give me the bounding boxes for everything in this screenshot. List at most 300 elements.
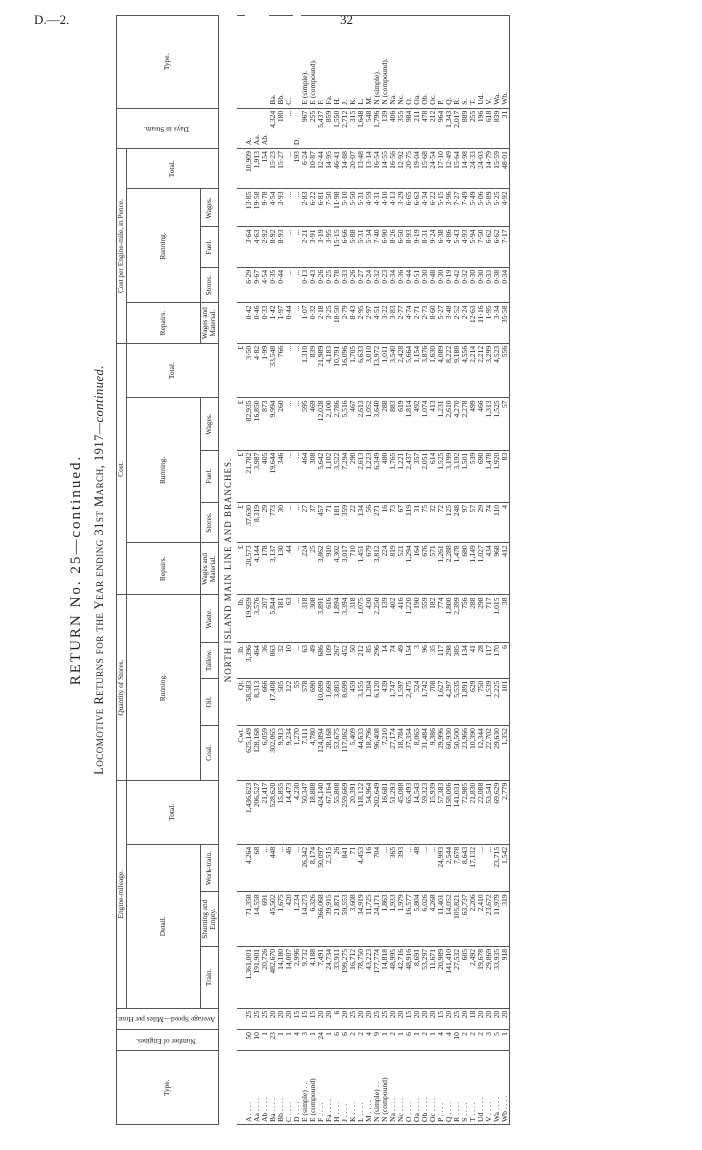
value-cell: 30: [277, 502, 285, 542]
value-cell: 1,891: [461, 678, 469, 725]
value-cell: 1,597: [397, 678, 405, 725]
type-cell: L . . . .: [357, 1051, 365, 1125]
value-cell: 5·88: [349, 227, 357, 267]
value-cell: 2·24: [461, 303, 469, 343]
value-cell: 37: [309, 502, 317, 542]
value-cell: 2: [421, 1030, 429, 1051]
value-cell: 357: [413, 450, 421, 502]
unit-cell: £: [237, 502, 245, 542]
value-cell: 29: [261, 502, 269, 542]
value-cell: 117: [437, 643, 445, 679]
value-cell: 1,913: [253, 149, 261, 189]
value-cell: 5,642: [317, 450, 325, 502]
value-cell: 1,154: [413, 343, 421, 398]
value-cell: 11,979: [493, 892, 501, 947]
type-cell-right: Fa.: [325, 16, 333, 109]
value-cell: 6: [341, 1030, 349, 1051]
unit-cell: £: [237, 450, 245, 502]
value-cell: 4·13: [389, 189, 397, 227]
type-cell: Aa . . . .: [253, 1051, 261, 1125]
value-cell: 67: [397, 502, 405, 542]
value-cell: 5,804: [413, 892, 421, 947]
value-cell: 0·24: [365, 267, 373, 303]
value-cell: 690: [309, 678, 317, 725]
value-cell: ...: [285, 149, 293, 189]
type-cell: E (simple) . .: [301, 1051, 309, 1125]
value-cell: 9·19: [413, 227, 421, 267]
value-cell: 1,669: [325, 678, 333, 725]
value-cell: 750: [477, 678, 485, 725]
header-cost-repairs: Repairs.: [126, 543, 200, 595]
value-cell: 182: [429, 595, 437, 643]
value-cell: 16,712: [349, 946, 357, 1008]
value-cell: 15: [309, 1008, 317, 1029]
value-cell: 125: [445, 502, 453, 542]
value-cell: 267: [333, 643, 341, 679]
value-cell: ...: [277, 844, 285, 891]
value-cell: 5·89: [485, 189, 493, 227]
value-cell: 75: [421, 502, 429, 542]
value-cell: 355: [397, 108, 405, 148]
value-cell: 1,361,001: [245, 946, 253, 1008]
value-cell: 44,633: [357, 726, 365, 781]
value-cell: 15·27: [277, 149, 285, 189]
value-cell: 3: [301, 1030, 309, 1051]
value-cell: 434: [485, 543, 493, 595]
value-cell: 6·29: [245, 267, 253, 303]
value-cell: 499: [469, 398, 477, 450]
value-cell: 20: [269, 1008, 277, 1029]
value-cell: 50,347: [301, 780, 309, 844]
value-cell: ...: [285, 108, 293, 148]
value-cell: 2·92: [261, 227, 269, 267]
value-cell: 2,437: [405, 450, 413, 502]
value-cell: 14·95: [325, 149, 333, 189]
value-cell: 39,915: [325, 892, 333, 947]
header-number-of-engines: Number of Engines.: [117, 1030, 219, 1051]
value-cell: 212: [429, 108, 437, 148]
value-cell: 24·54: [429, 149, 437, 189]
value-cell: 2: [389, 1030, 397, 1051]
value-cell: 24,734: [325, 946, 333, 1008]
value-cell: 19,959: [245, 595, 253, 643]
value-cell: 9,994: [269, 398, 277, 450]
value-cell: 14,818: [381, 946, 389, 1008]
value-cell: 3,812: [373, 543, 381, 595]
value-cell: 32: [277, 643, 285, 679]
value-cell: 154: [405, 643, 413, 679]
value-cell: 19,678: [477, 946, 485, 1008]
value-cell: 2,100: [325, 398, 333, 450]
value-cell: 616: [325, 595, 333, 643]
value-cell: 614: [429, 450, 437, 502]
value-cell: 18,888: [309, 780, 317, 844]
value-cell: 180: [277, 108, 285, 148]
value-cell: ...: [477, 844, 485, 891]
type-cell: Wb . . . .: [501, 1051, 510, 1125]
value-cell: 2,613: [357, 398, 365, 450]
value-cell: 16: [365, 844, 373, 891]
value-cell: 117,062: [341, 726, 349, 781]
value-cell: 0·32: [373, 267, 381, 303]
value-cell: 2·73: [421, 303, 429, 343]
value-cell: 25: [253, 1008, 261, 1029]
value-cell: 20,391: [349, 780, 357, 844]
type-cell: T . . . .: [469, 1051, 477, 1125]
value-cell: 1,027: [477, 543, 485, 595]
value-cell: 49: [309, 643, 317, 679]
type-cell-right: J.: [341, 16, 349, 109]
value-cell: 4·34: [421, 189, 429, 227]
value-cell: 46: [285, 844, 293, 891]
value-cell: 74: [389, 643, 397, 679]
value-cell: 464: [253, 643, 261, 679]
value-cell: 196: [477, 108, 485, 148]
value-cell: 128,168: [253, 726, 261, 781]
value-cell: 424,140: [317, 780, 325, 844]
value-cell: 4·82: [253, 343, 261, 398]
value-cell: 20: [365, 1008, 373, 1029]
value-cell: 20: [317, 1008, 325, 1029]
value-cell: 14,558: [253, 892, 261, 947]
value-cell: 521: [397, 543, 405, 595]
value-cell: 288: [469, 595, 477, 643]
value-cell: 6·62: [485, 227, 493, 267]
value-cell: 141,031: [453, 780, 461, 844]
value-cell: 6,326: [309, 892, 317, 947]
value-cell: 1,204: [365, 678, 373, 725]
value-cell: 1,814: [405, 398, 413, 450]
type-cell-right: L.: [357, 16, 365, 109]
value-cell: 8·93: [405, 227, 413, 267]
value-cell: 2·79: [341, 303, 349, 343]
value-cell: 68: [253, 844, 261, 891]
value-cell: 15,855: [277, 780, 285, 844]
value-cell: 4·63: [253, 227, 261, 267]
value-cell: 4,780: [309, 726, 317, 781]
value-cell: 24: [317, 1030, 325, 1051]
value-cell: 0·30: [469, 267, 477, 303]
type-cell-right: M.: [365, 16, 373, 109]
value-cell: 18,784: [397, 726, 405, 781]
type-cell: Oa . . . .: [413, 1051, 421, 1125]
value-cell: 3,891: [317, 595, 325, 643]
value-cell: 25: [453, 1008, 461, 1029]
value-cell: 1,627: [437, 678, 445, 725]
value-cell: 105,821: [453, 892, 461, 947]
type-cell: N (simple) . .: [373, 1051, 381, 1125]
value-cell: 4,523: [493, 343, 501, 398]
value-cell: ...: [293, 450, 301, 502]
value-cell: 139: [381, 595, 389, 643]
value-cell: 4: [445, 1030, 453, 1051]
value-cell: 0·27: [357, 267, 365, 303]
value-cell: 1·07: [301, 303, 309, 343]
value-cell: 3·25: [325, 303, 333, 343]
value-cell: 0·26: [317, 267, 325, 303]
value-cell: 14,180: [277, 946, 285, 1008]
value-cell: 3·96: [445, 189, 453, 227]
value-cell: 2·83: [301, 189, 309, 227]
type-cell: D . . . .: [293, 1051, 301, 1125]
value-cell: 6,026: [421, 892, 429, 947]
value-cell: 122: [285, 678, 293, 725]
header-cost-running: Running.: [126, 398, 200, 543]
value-cell: 1,310: [301, 343, 309, 398]
value-cell: 54,964: [365, 780, 373, 844]
value-cell: 5·31: [357, 189, 365, 227]
value-cell: 3,576: [253, 595, 261, 643]
value-cell: 1,979: [397, 892, 405, 947]
value-cell: 1,221: [397, 450, 405, 502]
value-cell: 7,491: [317, 946, 325, 1008]
value-cell: 0·33: [261, 303, 269, 343]
value-cell: 359: [341, 502, 349, 542]
value-cell: 2,051: [421, 450, 429, 502]
value-cell: 676: [421, 543, 429, 595]
value-cell: 2·18: [317, 303, 325, 343]
value-cell: 15·23: [269, 149, 277, 189]
value-cell: 33,935: [493, 946, 501, 1008]
value-cell: 19·58: [253, 189, 261, 227]
value-cell: 710: [349, 543, 357, 595]
value-cell: ...: [293, 398, 301, 450]
value-cell: 3,137: [269, 543, 277, 595]
value-cell: 0·44: [277, 267, 285, 303]
value-cell: 12·92: [397, 149, 405, 189]
value-cell: 33,548: [269, 343, 277, 398]
value-cell: 59,553: [341, 892, 349, 947]
value-cell: 0·19: [445, 267, 453, 303]
value-cell: 11·16: [477, 303, 485, 343]
value-cell: 482,670: [269, 946, 277, 1008]
value-cell: 27,532: [453, 946, 461, 1008]
value-cell: 2,515: [325, 844, 333, 891]
value-cell: 224: [301, 543, 309, 595]
value-cell: 5·15: [437, 189, 445, 227]
value-cell: 571: [429, 543, 437, 595]
value-cell: ...: [381, 844, 389, 891]
value-cell: 3,540: [389, 343, 397, 398]
value-cell: ...: [285, 502, 293, 542]
value-cell: 4: [501, 502, 510, 542]
value-cell: 1,630: [429, 343, 437, 398]
header-engine-mileage: Engine-mileage.: [117, 780, 127, 1008]
value-cell: ...: [293, 227, 301, 267]
type-cell-right: C.: [285, 16, 293, 109]
unit-cell: £: [237, 543, 245, 595]
value-cell: 2: [349, 1030, 357, 1051]
value-cell: 26,342: [301, 844, 309, 891]
type-cell-right: Oc.: [429, 16, 437, 109]
type-cell: H . . . .: [333, 1051, 341, 1125]
type-cell: S . . . .: [461, 1051, 469, 1125]
value-cell: 2: [461, 1030, 469, 1051]
value-cell: 1,742: [421, 678, 429, 725]
value-cell: 20·75: [405, 149, 413, 189]
value-cell: 1,525: [493, 398, 501, 450]
value-cell: 839: [493, 108, 501, 148]
value-cell: 14: [381, 643, 389, 679]
unit-cell: Qt.: [237, 678, 245, 725]
value-cell: 53,675: [333, 726, 341, 781]
value-cell: 17·10: [437, 149, 445, 189]
value-cell: 4·86: [445, 227, 453, 267]
value-cell: 1,894: [333, 595, 341, 643]
type-cell-right: Ab.: [261, 108, 269, 148]
value-cell: 83: [501, 450, 510, 502]
value-cell: 67,164: [325, 780, 333, 844]
value-cell: 97: [461, 502, 469, 542]
value-cell: 1,052: [365, 398, 373, 450]
value-cell: 5·34: [365, 227, 373, 267]
value-cell: 4·74: [405, 303, 413, 343]
value-cell: 2·97: [365, 303, 373, 343]
type-cell: Oc . . . .: [429, 1051, 437, 1125]
header-cpm-wages-material: Wages and Material.: [200, 303, 218, 343]
value-cell: 10: [253, 1030, 261, 1051]
value-cell: 548: [365, 108, 373, 148]
value-cell: 141,410: [445, 946, 453, 1008]
type-cell: Ba . . . .: [269, 1051, 277, 1125]
value-cell: 7,678: [453, 844, 461, 891]
header-cpm-total: Total.: [126, 149, 218, 189]
value-cell: 6·63: [413, 189, 421, 227]
value-cell: 1,478: [485, 450, 493, 502]
value-cell: 0·34: [389, 267, 397, 303]
value-cell: 15: [293, 1008, 301, 1029]
value-cell: 448: [269, 844, 277, 891]
value-cell: 11,401: [437, 892, 445, 947]
value-cell: 1,261: [437, 543, 445, 595]
value-cell: 3·29: [397, 189, 405, 227]
value-cell: 1,294: [405, 543, 413, 595]
value-cell: 4·10: [381, 189, 389, 227]
value-cell: 48: [413, 844, 421, 891]
value-cell: 1,863: [381, 892, 389, 947]
value-cell: 288: [381, 398, 389, 450]
type-cell-right: H.: [333, 16, 341, 109]
value-cell: 11·98: [333, 189, 341, 227]
value-cell: 984: [405, 108, 413, 148]
value-cell: 42,716: [397, 946, 405, 1008]
type-cell-right: Wb.: [501, 16, 510, 109]
value-cell: 6·65: [405, 189, 413, 227]
type-cell-right: Bb.: [277, 16, 285, 109]
header-type: Type.: [117, 1051, 219, 1125]
header-stores-running: Running.: [126, 595, 200, 780]
value-cell: 5,437: [317, 108, 325, 148]
value-cell: ...: [285, 343, 293, 398]
value-cell: 690: [477, 450, 485, 502]
value-cell: 69,629: [493, 780, 501, 844]
value-cell: 6: [333, 1030, 341, 1051]
value-cell: 1,478: [453, 543, 461, 595]
value-cell: 46·41: [333, 149, 341, 189]
value-cell: 406: [389, 108, 397, 148]
value-cell: 618: [485, 108, 493, 148]
value-cell: 296: [373, 643, 381, 679]
value-cell: 12·49: [445, 149, 453, 189]
value-cell: 15,939: [429, 780, 437, 844]
value-cell: 2: [357, 1030, 365, 1051]
value-cell: 16·56: [389, 149, 397, 189]
value-cell: 6,633: [357, 343, 365, 398]
value-cell: 50,097: [317, 844, 325, 891]
value-cell: 4,183: [325, 343, 333, 398]
value-cell: 405: [261, 450, 269, 502]
value-cell: 57: [469, 502, 477, 542]
value-cell: 118,122: [357, 780, 365, 844]
value-cell: 178: [261, 543, 269, 595]
value-cell: 4: [437, 1030, 445, 1051]
value-cell: 2,206: [469, 892, 477, 947]
type-cell: R . . . .: [453, 1051, 461, 1125]
type-cell-right: R.: [453, 16, 461, 109]
value-cell: 8·31: [421, 227, 429, 267]
value-cell: 1: [381, 1030, 389, 1051]
type-cell-right: K.: [349, 16, 357, 109]
value-cell: 9,234: [285, 726, 293, 781]
type-cell-right: Oa.: [413, 16, 421, 109]
table-body: [218, 16, 509, 1125]
value-cell: 117: [485, 643, 493, 679]
value-cell: 4,230: [293, 780, 301, 844]
value-cell: 21,830: [469, 780, 477, 844]
value-cell: 20: [285, 1008, 293, 1029]
value-cell: 4: [293, 1030, 301, 1051]
value-cell: 10: [453, 1030, 461, 1051]
header-cost-wages: Wages.: [200, 398, 218, 450]
value-cell: 2: [477, 1030, 485, 1051]
value-cell: 16,577: [405, 892, 413, 947]
value-cell: 14,543: [413, 780, 421, 844]
value-cell: 202,649: [373, 780, 381, 844]
header-shunting: Shunting and Empty.: [200, 892, 218, 947]
value-cell: 298: [477, 595, 485, 643]
value-cell: 191,901: [253, 946, 261, 1008]
value-cell: 3·48: [445, 303, 453, 343]
value-cell: 3,017: [341, 543, 349, 595]
type-cell-right: Aa.: [253, 108, 261, 148]
value-cell: 5·06: [477, 189, 485, 227]
value-cell: 365: [389, 844, 397, 891]
value-cell: 4,188: [309, 946, 317, 1008]
value-cell: 4,268: [429, 892, 437, 947]
value-cell: 37,630: [245, 502, 253, 542]
value-cell: 0·33: [341, 267, 349, 303]
type-cell: Ab . . . .: [261, 1051, 269, 1125]
value-cell: 199,275: [341, 946, 349, 1008]
value-cell: 11,671: [429, 946, 437, 1008]
value-cell: 0·46: [253, 303, 261, 343]
value-cell: 73: [389, 502, 397, 542]
value-cell: 6·38: [437, 227, 445, 267]
value-cell: 3,803: [333, 678, 341, 725]
type-cell-right: N (compound).: [381, 16, 389, 109]
value-cell: 33,911: [333, 946, 341, 1008]
value-cell: 18,796: [365, 726, 373, 781]
value-cell: 206,527: [253, 780, 261, 844]
value-cell: 15: [405, 1008, 413, 1029]
value-cell: 6·22: [309, 189, 317, 227]
value-cell: 524: [413, 678, 421, 725]
value-cell: 1,933: [389, 892, 397, 947]
type-cell: M . . . .: [365, 1051, 373, 1125]
value-cell: 101: [501, 678, 510, 725]
value-cell: 5·50: [349, 189, 357, 227]
value-cell: 1: [429, 1030, 437, 1051]
